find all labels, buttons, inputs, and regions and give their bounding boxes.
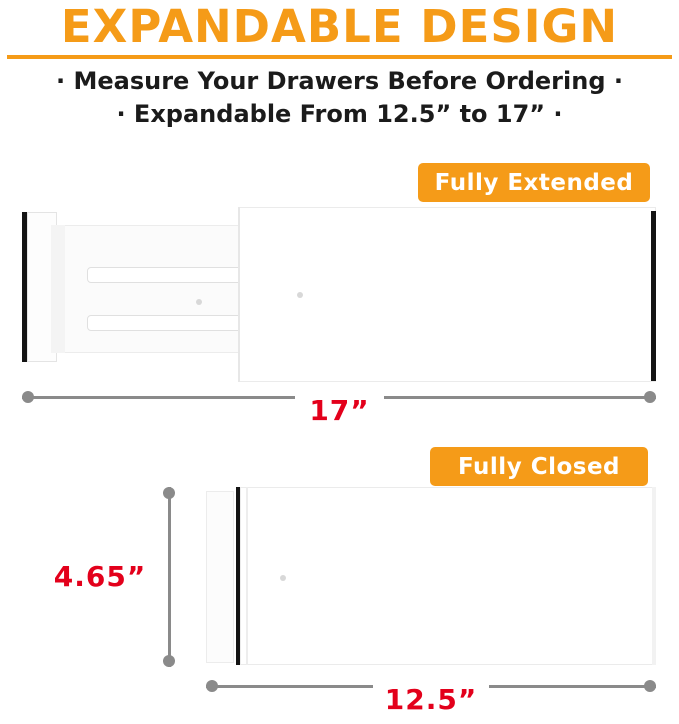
closed-divider-right-end-cap <box>652 487 656 665</box>
measure-label-height: 4.65” <box>53 560 147 593</box>
badge-fully-extended: Fully Extended <box>418 163 650 202</box>
rail-screw-dot-icon <box>196 299 202 305</box>
divider-rail-slot-top <box>87 267 249 283</box>
measure-endpoint-bottom-icon <box>163 655 175 667</box>
divider-right-end-cap <box>651 211 656 381</box>
badge-fully-closed: Fully Closed <box>430 447 648 486</box>
measure-endpoint-top-icon <box>163 487 175 499</box>
panel-screw-dot-icon <box>297 292 303 298</box>
measure-line-height <box>163 487 175 667</box>
divider-sliding-rail <box>51 225 261 353</box>
header <box>0 0 679 129</box>
measure-rule-vertical <box>168 487 171 667</box>
closed-divider-left-end-cap <box>206 491 234 663</box>
measure-label-width-extended-wrap <box>0 394 679 427</box>
subtitle-measure-note: · Measure Your Drawers Before Ordering · <box>56 67 623 95</box>
divider-rail-slot-bottom <box>87 315 249 331</box>
product-divider-extended <box>22 207 656 387</box>
measure-label-width-closed: 12.5” <box>373 685 490 715</box>
title-underline-rule <box>7 55 672 59</box>
closed-divider-main-panel <box>240 487 656 665</box>
closed-panel-screw-dot-icon <box>280 575 286 581</box>
divider-panel-seam <box>238 207 240 382</box>
subtitle-range-note: · Expandable From 12.5” to 17” · <box>116 100 563 128</box>
measure-label-width-extended: 17” <box>295 396 383 426</box>
product-divider-closed <box>206 487 656 667</box>
divider-rail-notch <box>51 225 65 353</box>
measure-label-width-closed-wrap <box>206 683 656 716</box>
closed-divider-panel-seam <box>246 487 248 665</box>
page-title: EXPANDABLE DESIGN <box>60 0 619 53</box>
